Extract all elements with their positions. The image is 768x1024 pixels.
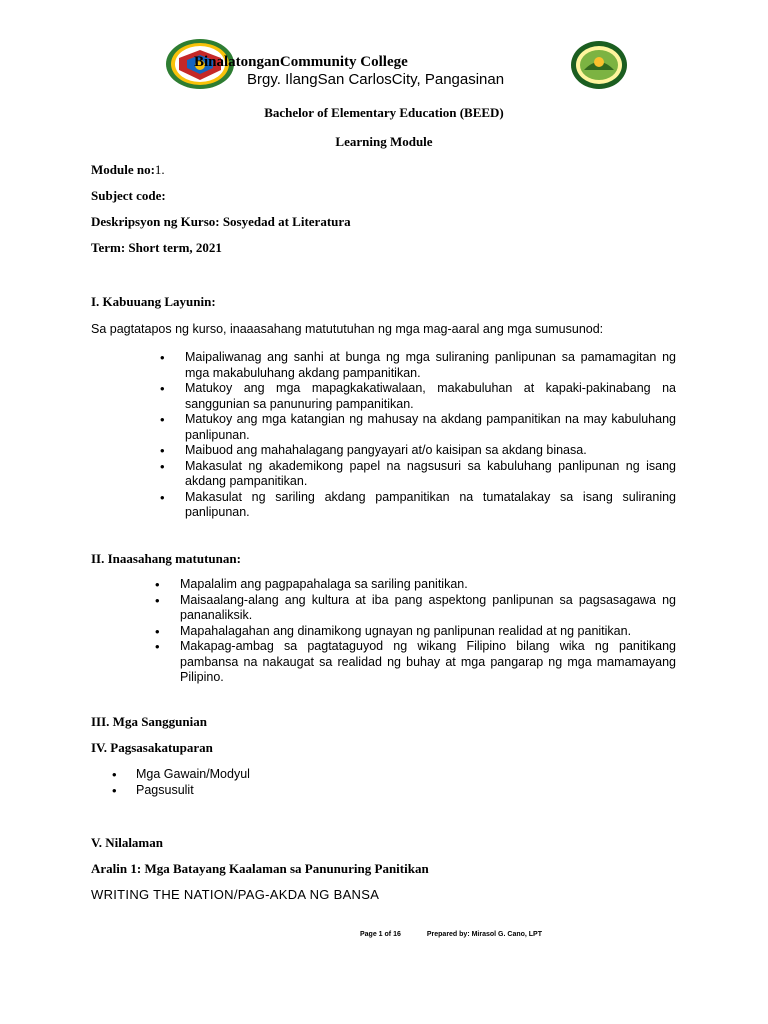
course-description xyxy=(91,214,351,230)
page-footer xyxy=(360,931,542,938)
section-1-heading: I. Kabuuang Layunin: xyxy=(91,294,216,309)
list-item: • Makasulat ng akademikong papel na nagsusuri sa kabuluhang panlipunan ng isang akdang pampanitikan. xyxy=(185,459,676,490)
section-2-heading: II. Inaasahang matutunan: xyxy=(91,551,241,566)
list-item: • Makapag-ambag sa pagtataguyod ng wikang Filipino bilang wika ng panitikang pambansa na nakaugat sa realidad ng buhay at mga pangarap ng mga mamamayang Pilipino. xyxy=(180,639,676,686)
implementation-list xyxy=(136,767,436,798)
city-seal-logo xyxy=(570,40,628,90)
college-address: Brgy. IlangSan CarlosCity, Pangasinan xyxy=(247,71,505,88)
list-item: • Matukoy ang mga mapagkakatiwalaan, makabuluhan at kapaki-pakinabang na sanggunian sa panunuring pampanitikan. xyxy=(185,381,676,412)
list-item: • Pagsusulit xyxy=(136,783,436,799)
program-title: Bachelor of Elementary Education (BEED) xyxy=(264,105,504,120)
course-description-value: : Sosyedad at Literatura xyxy=(215,214,351,229)
prepared-by: Prepared by: Mirasol G. Cano, LPT xyxy=(426,931,542,938)
page-number: Page 1 of 16 xyxy=(360,931,401,938)
term-label: Term: Short term, 2021 xyxy=(91,240,222,255)
section-5-heading: V. Nilalaman xyxy=(91,835,163,850)
module-value: 1. xyxy=(154,162,165,177)
subject-code xyxy=(91,188,166,204)
term xyxy=(91,240,222,256)
lesson-subtitle: WRITING THE NATION/PAG-AKDA NG BANSA xyxy=(91,887,380,902)
objectives-list xyxy=(185,350,676,521)
list-item: • Maipaliwanag ang sanhi at bunga ng mga suliraning panlipunan sa pamamagitan ng mga makabuluhang akdang pampanitikan. xyxy=(185,350,676,381)
section-4-heading: IV. Pagsasakatuparan xyxy=(91,740,213,755)
module-label: Module no: xyxy=(91,162,155,177)
college-name: BinalatonganCommunity College xyxy=(194,54,408,70)
document-type: Learning Module xyxy=(335,134,433,149)
list-item: • Matukoy ang mga katangian ng mahusay na akdang pampanitikan na may kabuluhang panlipunan. xyxy=(185,412,676,443)
module-number xyxy=(91,162,165,178)
subject-code-label: Subject code: xyxy=(91,188,166,203)
list-item: • Mapahalagahan ang dinamikong ugnayan ng panlipunan realidad at ng panitikan. xyxy=(180,624,676,640)
list-item: • Maisaalang-alang ang kultura at iba pang aspektong panlipunan sa pagsasagawa ng pananaliksik. xyxy=(180,593,676,624)
section-3-heading: III. Mga Sanggunian xyxy=(91,714,207,729)
section-1-intro: Sa pagtatapos ng kurso, inaaasahang matututuhan ng mga mag-aaral ang mga sumusunod: xyxy=(91,322,604,336)
course-description-label: Deskripsyon ng Kurso xyxy=(91,214,216,229)
expected-learning-list xyxy=(180,577,676,686)
list-item: • Mapalalim ang pagpapahalaga sa sariling panitikan. xyxy=(180,577,676,593)
lesson-title: Aralin 1: Mga Batayang Kaalaman sa Panunuring Panitikan xyxy=(91,861,429,876)
list-item: • Maibuod ang mahahalagang pangyayari at/o kaisipan sa akdang binasa. xyxy=(185,443,676,459)
list-item: • Mga Gawain/Modyul xyxy=(136,767,436,783)
list-item: • Makasulat ng sariling akdang pampanitikan na tumatalakay sa isang suliraning panlipunan. xyxy=(185,490,676,521)
